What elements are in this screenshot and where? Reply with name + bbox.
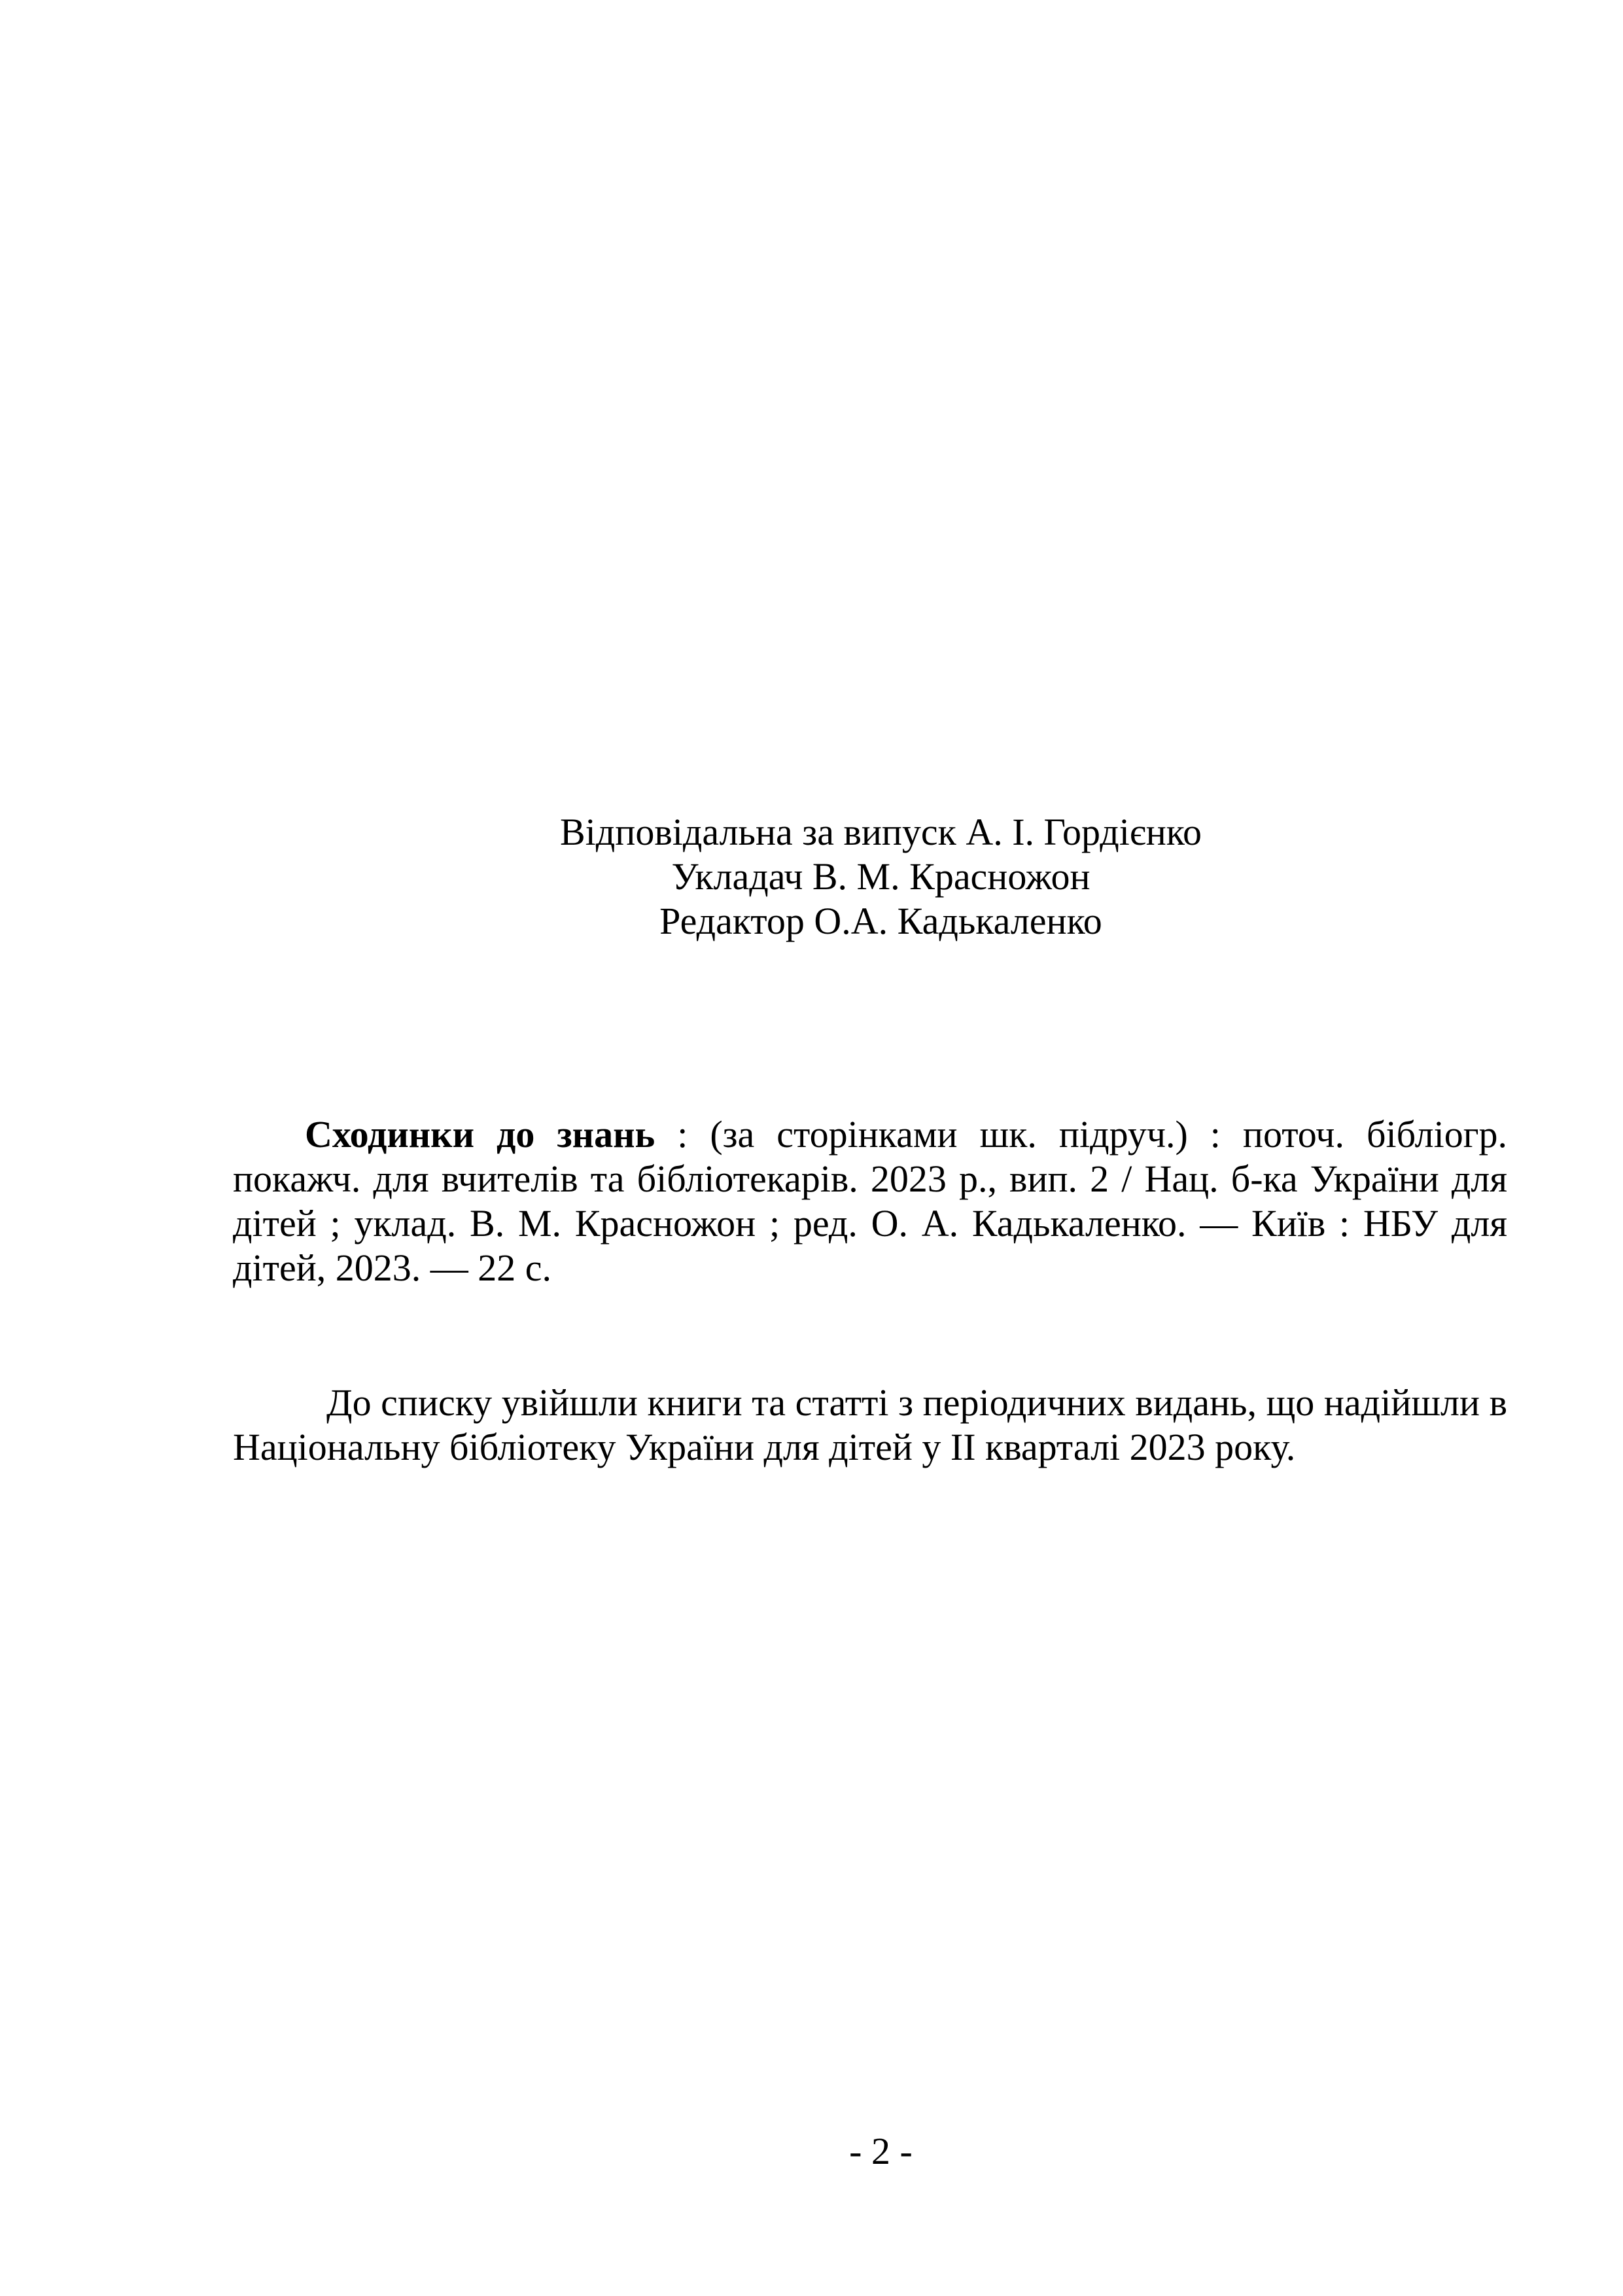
publication-description: : (за сторінками шк. підруч.) : поточ. бібліогр. покажч. для вчителів та бібліотекарів. 2023 р., вип. 2 / Нац. б-ка України для дітей ; уклад. В. М. Красножон ; ред. О. А. Кадькаленко. — Київ : НБУ для дітей, 2023. — 22 с.: [233, 1113, 1507, 1289]
page-number-text: - 2 -: [849, 2130, 913, 2172]
page-number: [0, 2129, 1623, 2174]
compiler: Укладач В. М. Красножон: [671, 855, 1091, 898]
editor: Редактор О.А. Кадькаленко: [659, 900, 1102, 942]
credits-block: [0, 810, 1623, 944]
responsible-person: Відповідальна за випуск А. І. Гордієнко: [560, 811, 1202, 853]
bibliographic-record: [233, 1112, 1507, 1290]
scope-note: До списку увійшли книги та статті з періодичних видань, що надійшли в Національну бібліотеку України для дітей у ІІ кварталі 2023 року.: [233, 1381, 1507, 1468]
publication-title: Сходинки до знань: [305, 1113, 655, 1156]
